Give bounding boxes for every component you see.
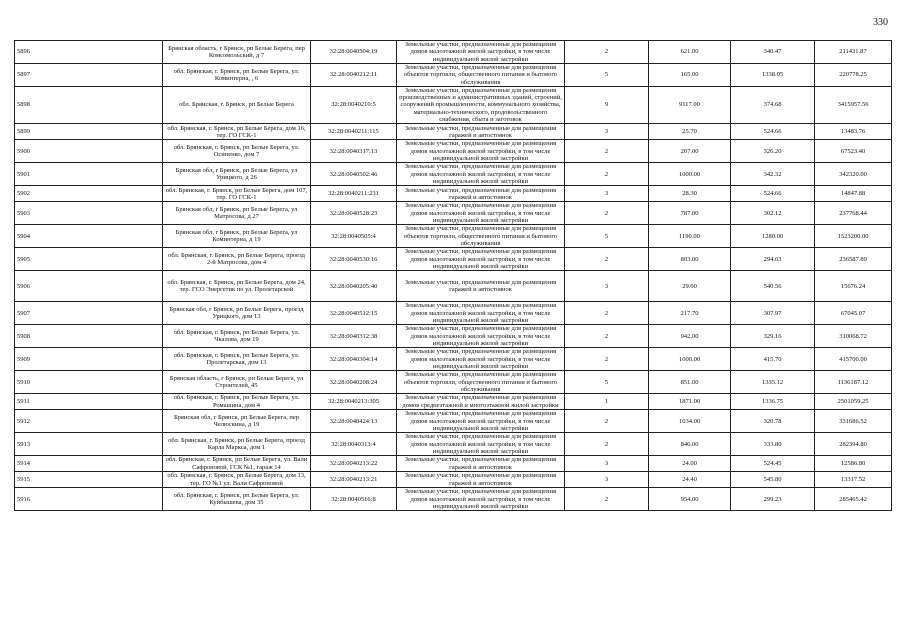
permitted-use-cell: Земельные участки, предназначенные для размещения домов малоэтажной жилой застройки, в том числе индивидуальной жилой застройки bbox=[397, 248, 565, 271]
cadastral-number-cell: 32:28:0040516:8 bbox=[311, 488, 397, 511]
cadastral-number-cell: 32:28:0040212:11 bbox=[311, 64, 397, 87]
table-row bbox=[15, 371, 892, 394]
page-number: 330 bbox=[873, 17, 888, 28]
row-number: 5914 bbox=[15, 456, 163, 472]
permitted-use-cell: Земельные участки, предназначенные для размещения домов малоэтажной жилой застройки, в том числе индивидуальной жилой застройки bbox=[397, 140, 565, 163]
table-row bbox=[15, 64, 892, 87]
specific-value-cell: 299.23 bbox=[731, 488, 815, 511]
address-cell: обл. Брянская, г. Брянск, рп Белые Берега, ул. Куйбышева, дом 35 bbox=[163, 488, 311, 511]
group-cell: 3 bbox=[565, 456, 649, 472]
specific-value-cell: 1280.00 bbox=[731, 225, 815, 248]
table-body bbox=[15, 41, 892, 511]
permitted-use-cell: Земельные участки, предназначенные для размещения домов малоэтажной жилой застройки, в том числе индивидуальной жилой застройки bbox=[397, 202, 565, 225]
cadastral-value-cell: 237768.44 bbox=[815, 202, 892, 225]
cadastral-number-cell: 32:28:0040512:15 bbox=[311, 302, 397, 325]
specific-value-cell: 415.70 bbox=[731, 348, 815, 371]
table-row bbox=[15, 472, 892, 488]
cadastral-number-cell: 32:28:0040317:13 bbox=[311, 140, 397, 163]
cadastral-value-cell: 342320.00 bbox=[815, 163, 892, 186]
row-number: 5898 bbox=[15, 86, 163, 123]
table-row bbox=[15, 225, 892, 248]
cadastral-value-cell: 1523200.00 bbox=[815, 225, 892, 248]
row-number: 5911 bbox=[15, 394, 163, 410]
permitted-use-cell: Земельные участки, предназначенные для размещения гаражей и автостоянок bbox=[397, 472, 565, 488]
area-cell: 1000.00 bbox=[649, 163, 731, 186]
cadastral-value-cell: 3415957.56 bbox=[815, 86, 892, 123]
group-cell: 2 bbox=[565, 302, 649, 325]
permitted-use-cell: Земельные участки, предназначенные для размещения объектов торговли, общественного питания и бытового обслуживания bbox=[397, 64, 565, 87]
address-cell: обл. Брянская, г. Брянск, рп Белые Берега, ул. Осипенко, дом 7 bbox=[163, 140, 311, 163]
land-parcel-table bbox=[14, 40, 892, 511]
address-cell: обл. Брянская, г. Брянск, рп Белые Берега bbox=[163, 86, 311, 123]
cadastral-value-cell: 67523.40 bbox=[815, 140, 892, 163]
table-row bbox=[15, 456, 892, 472]
specific-value-cell: 340.47 bbox=[731, 41, 815, 64]
cadastral-number-cell: 32:28:0040210:5 bbox=[311, 86, 397, 123]
permitted-use-cell: Земельные участки, предназначенные для размещения домов малоэтажной жилой застройки, в том числе индивидуальной жилой застройки bbox=[397, 410, 565, 433]
table-row bbox=[15, 163, 892, 186]
address-cell: Брянская область, г Брянск, рп Белые Берега, пер Комсомольский, д 7 bbox=[163, 41, 311, 64]
group-cell: 2 bbox=[565, 41, 649, 64]
cadastral-value-cell: 12586.80 bbox=[815, 456, 892, 472]
cadastral-number-cell: 32:28:0040528:23 bbox=[311, 202, 397, 225]
cadastral-number-cell: 32:28:0040211:115 bbox=[311, 124, 397, 140]
address-cell: Брянская обл, г Брянск, рп Белые Берега, пер Челюскина, д 19 bbox=[163, 410, 311, 433]
permitted-use-cell: Земельные участки, предназначенные для размещения производственных и административных зданий, строений, сооружений промышленности, коммунального хозяйства, материально-технического, продовольственного снабжения, сбыта и заготовок bbox=[397, 86, 565, 123]
permitted-use-cell: Земельные участки, предназначенные для размещения домов малоэтажной жилой застройки, в том числе индивидуальной жилой застройки bbox=[397, 41, 565, 64]
table-row bbox=[15, 86, 892, 123]
cadastral-number-cell: 32:28:0040213:22 bbox=[311, 456, 397, 472]
area-cell: 217.70 bbox=[649, 302, 731, 325]
area-cell: 621.00 bbox=[649, 41, 731, 64]
group-cell: 2 bbox=[565, 202, 649, 225]
area-cell: 29.00 bbox=[649, 271, 731, 302]
table-row bbox=[15, 124, 892, 140]
table-row bbox=[15, 271, 892, 302]
address-cell: обл. Брянская, г. Брянск, рп Белые Берега, ул. Вали Сафроновой, ГСК №1, гараж 14 bbox=[163, 456, 311, 472]
cadastral-value-cell: 14847.88 bbox=[815, 186, 892, 202]
cadastral-value-cell: 282394.80 bbox=[815, 433, 892, 456]
row-number: 5904 bbox=[15, 225, 163, 248]
cadastral-number-cell: 32:28:0040505:4 bbox=[311, 225, 397, 248]
address-cell: обл. Брянская, г. Брянск, рп Белые Берега, дом 13, тер. ГО №1 ул. Вали Сафроновой bbox=[163, 472, 311, 488]
specific-value-cell: 540.56 bbox=[731, 271, 815, 302]
specific-value-cell: 374.68 bbox=[731, 86, 815, 123]
area-cell: 25.70 bbox=[649, 124, 731, 140]
table-row bbox=[15, 325, 892, 348]
group-cell: 3 bbox=[565, 271, 649, 302]
specific-value-cell: 524.66 bbox=[731, 186, 815, 202]
area-cell: 207.00 bbox=[649, 140, 731, 163]
address-cell: Брянская область, г Брянск, рп Белые Берега, ул Строителей, 45 bbox=[163, 371, 311, 394]
cadastral-value-cell: 67045.07 bbox=[815, 302, 892, 325]
table-row bbox=[15, 202, 892, 225]
specific-value-cell: 320.78 bbox=[731, 410, 815, 433]
area-cell: 165.00 bbox=[649, 64, 731, 87]
specific-value-cell: 545.80 bbox=[731, 472, 815, 488]
cadastral-number-cell: 32:28:0040213:21 bbox=[311, 472, 397, 488]
area-cell: 1000.00 bbox=[649, 348, 731, 371]
address-cell: обл. Брянская, г. Брянск, рп Белые Берега, дом 16, тер. ГО ГСК-1 bbox=[163, 124, 311, 140]
row-number: 5900 bbox=[15, 140, 163, 163]
cadastral-number-cell: 32:28:0040208:24 bbox=[311, 371, 397, 394]
permitted-use-cell: Земельные участки, предназначенные для размещения гаражей и автостоянок bbox=[397, 186, 565, 202]
address-cell: обл. Брянская, г. Брянск, рп Белые Берега, ул. Ромашина, дом 4 bbox=[163, 394, 311, 410]
row-number: 5896 bbox=[15, 41, 163, 64]
permitted-use-cell: Земельные участки, предназначенные для размещения гаражей и автостоянок bbox=[397, 124, 565, 140]
group-cell: 2 bbox=[565, 348, 649, 371]
row-number: 5897 bbox=[15, 64, 163, 87]
table-row bbox=[15, 394, 892, 410]
table-row bbox=[15, 302, 892, 325]
specific-value-cell: 342.32 bbox=[731, 163, 815, 186]
group-cell: 2 bbox=[565, 410, 649, 433]
group-cell: 5 bbox=[565, 225, 649, 248]
area-cell: 1190.00 bbox=[649, 225, 731, 248]
cadastral-value-cell: 331686.52 bbox=[815, 410, 892, 433]
permitted-use-cell: Земельные участки, предназначенные для размещения объектов торговли, общественного питания и бытового обслуживания bbox=[397, 371, 565, 394]
table-row bbox=[15, 41, 892, 64]
row-number: 5902 bbox=[15, 186, 163, 202]
specific-value-cell: 307.97 bbox=[731, 302, 815, 325]
specific-value-cell: 329.16 bbox=[731, 325, 815, 348]
permitted-use-cell: Земельные участки, предназначенные для размещения домов малоэтажной жилой застройки, в том числе индивидуальной жилой застройки bbox=[397, 325, 565, 348]
permitted-use-cell: Земельные участки, предназначенные для размещения гаражей и автостоянок bbox=[397, 271, 565, 302]
cadastral-number-cell: 32:28:0040304:14 bbox=[311, 348, 397, 371]
group-cell: 2 bbox=[565, 140, 649, 163]
permitted-use-cell: Земельные участки, предназначенные для размещения домов малоэтажной жилой застройки, в том числе индивидуальной жилой застройки bbox=[397, 488, 565, 511]
table-row bbox=[15, 248, 892, 271]
permitted-use-cell: Земельные участки, предназначенные для размещения объектов торговли, общественного питания и бытового обслуживания bbox=[397, 225, 565, 248]
group-cell: 9 bbox=[565, 86, 649, 123]
table-row bbox=[15, 348, 892, 371]
row-number: 5903 bbox=[15, 202, 163, 225]
address-cell: обл. Брянская, г. Брянск, рп Белые Берега, дом 24, тер. ГСО Энергетик по ул. Пролетарской bbox=[163, 271, 311, 302]
cadastral-value-cell: 310068.72 bbox=[815, 325, 892, 348]
permitted-use-cell: Земельные участки, предназначенные для размещения домов малоэтажной жилой застройки, в том числе индивидуальной жилой застройки bbox=[397, 163, 565, 186]
cadastral-number-cell: 32:28:0040530:16 bbox=[311, 248, 397, 271]
cadastral-number-cell: 32:28:0040424:13 bbox=[311, 410, 397, 433]
specific-value-cell: 1336.75 bbox=[731, 394, 815, 410]
group-cell: 5 bbox=[565, 371, 649, 394]
group-cell: 1 bbox=[565, 394, 649, 410]
cadastral-value-cell: 13483.76 bbox=[815, 124, 892, 140]
permitted-use-cell: Земельные участки, предназначенные для размещения домов малоэтажной жилой застройки, в том числе индивидуальной жилой застройки bbox=[397, 433, 565, 456]
area-cell: 803.00 bbox=[649, 248, 731, 271]
row-number: 5909 bbox=[15, 348, 163, 371]
area-cell: 846.00 bbox=[649, 433, 731, 456]
row-number: 5905 bbox=[15, 248, 163, 271]
cadastral-value-cell: 1136187.12 bbox=[815, 371, 892, 394]
group-cell: 2 bbox=[565, 163, 649, 186]
area-cell: 1871.00 bbox=[649, 394, 731, 410]
table-row bbox=[15, 488, 892, 511]
row-number: 5910 bbox=[15, 371, 163, 394]
row-number: 5913 bbox=[15, 433, 163, 456]
table-row bbox=[15, 410, 892, 433]
row-number: 5901 bbox=[15, 163, 163, 186]
address-cell: обл. Брянская, г. Брянск, рп Белые Берега, проезд Карла Маркса, дом 1 bbox=[163, 433, 311, 456]
specific-value-cell: 302.12 bbox=[731, 202, 815, 225]
cadastral-number-cell: 32:28:0040211:231 bbox=[311, 186, 397, 202]
permitted-use-cell: Земельные участки, предназначенные для размещения домов малоэтажной жилой застройки, в том числе индивидуальной жилой застройки bbox=[397, 302, 565, 325]
cadastral-value-cell: 2501059.25 bbox=[815, 394, 892, 410]
cadastral-number-cell: 32:28:0040205:40 bbox=[311, 271, 397, 302]
area-cell: 787.00 bbox=[649, 202, 731, 225]
area-cell: 851.00 bbox=[649, 371, 731, 394]
address-cell: обл. Брянская, г. Брянск, рп Белые Берега, ул. Чкалова, дом 19 bbox=[163, 325, 311, 348]
area-cell: 9117.00 bbox=[649, 86, 731, 123]
row-number: 5916 bbox=[15, 488, 163, 511]
group-cell: 5 bbox=[565, 64, 649, 87]
group-cell: 3 bbox=[565, 186, 649, 202]
cadastral-value-cell: 220778.25 bbox=[815, 64, 892, 87]
area-cell: 954.00 bbox=[649, 488, 731, 511]
permitted-use-cell: Земельные участки, предназначенные для размещения домов среднеэтажной и многоэтажной жилой застройки bbox=[397, 394, 565, 410]
cadastral-number-cell: 32:28:0040504:19 bbox=[311, 41, 397, 64]
specific-value-cell: 1338.05 bbox=[731, 64, 815, 87]
row-number: 5899 bbox=[15, 124, 163, 140]
row-number: 5908 bbox=[15, 325, 163, 348]
area-cell: 24.00 bbox=[649, 456, 731, 472]
area-cell: 1034.00 bbox=[649, 410, 731, 433]
table-row bbox=[15, 186, 892, 202]
cadastral-number-cell: 32:28:0040312:38 bbox=[311, 325, 397, 348]
group-cell: 2 bbox=[565, 325, 649, 348]
address-cell: Брянская обл, г Брянск, рп Белые Берега, проезд Урицкого, дом 13 bbox=[163, 302, 311, 325]
address-cell: Брянская обл, г Брянск, рп Белые Берега, ул Коминтерна, д 19 bbox=[163, 225, 311, 248]
cadastral-number-cell: 32:28:0040502:46 bbox=[311, 163, 397, 186]
row-number: 5906 bbox=[15, 271, 163, 302]
group-cell: 2 bbox=[565, 488, 649, 511]
area-cell: 28.30 bbox=[649, 186, 731, 202]
group-cell: 3 bbox=[565, 124, 649, 140]
cadastral-value-cell: 415700.00 bbox=[815, 348, 892, 371]
address-cell: обл. Брянская, г. Брянск, рп Белые Берега, ул. Коминтерна, , 6 bbox=[163, 64, 311, 87]
cadastral-value-cell: 236587.89 bbox=[815, 248, 892, 271]
address-cell: Брянская обл, г Брянск, рп Белые Берега, ул Урицкого, д 26 bbox=[163, 163, 311, 186]
specific-value-cell: 524.66 bbox=[731, 124, 815, 140]
specific-value-cell: 333.80 bbox=[731, 433, 815, 456]
specific-value-cell: 326.20 bbox=[731, 140, 815, 163]
address-cell: Брянская обл, г Брянск, рп Белые Берега, ул Матросова, д 27 bbox=[163, 202, 311, 225]
cadastral-number-cell: 32:28:0040313:4 bbox=[311, 433, 397, 456]
cadastral-number-cell: 32:28:0040213:305 bbox=[311, 394, 397, 410]
row-number: 5907 bbox=[15, 302, 163, 325]
group-cell: 2 bbox=[565, 433, 649, 456]
row-number: 5915 bbox=[15, 472, 163, 488]
specific-value-cell: 294.63 bbox=[731, 248, 815, 271]
table-row bbox=[15, 140, 892, 163]
cadastral-value-cell: 15676.24 bbox=[815, 271, 892, 302]
address-cell: обл. Брянская, г. Брянск, рп Белые Берега, ул. Пролетарская, дом 13 bbox=[163, 348, 311, 371]
row-number: 5912 bbox=[15, 410, 163, 433]
area-cell: 942.00 bbox=[649, 325, 731, 348]
group-cell: 2 bbox=[565, 248, 649, 271]
cadastral-value-cell: 13317.52 bbox=[815, 472, 892, 488]
cadastral-value-cell: 285465.42 bbox=[815, 488, 892, 511]
specific-value-cell: 1335.12 bbox=[731, 371, 815, 394]
area-cell: 24.40 bbox=[649, 472, 731, 488]
permitted-use-cell: Земельные участки, предназначенные для размещения домов малоэтажной жилой застройки, в том числе индивидуальной жилой застройки bbox=[397, 348, 565, 371]
address-cell: обл. Брянская, г. Брянск, рп Белые Берега, проезд 2-й Матросова, дом 4 bbox=[163, 248, 311, 271]
table-row bbox=[15, 433, 892, 456]
specific-value-cell: 524.45 bbox=[731, 456, 815, 472]
group-cell: 3 bbox=[565, 472, 649, 488]
address-cell: обл. Брянская, г. Брянск, рп Белые Берега, дом 107, тер. ГО ГСК-1 bbox=[163, 186, 311, 202]
cadastral-value-cell: 211431.87 bbox=[815, 41, 892, 64]
permitted-use-cell: Земельные участки, предназначенные для размещения гаражей и автостоянок bbox=[397, 456, 565, 472]
